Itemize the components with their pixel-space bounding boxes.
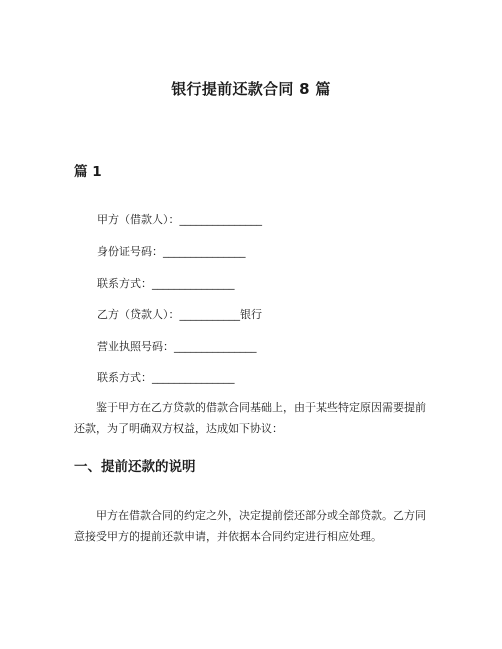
party-b-license-field: 营业执照号码：_______________ bbox=[97, 340, 257, 353]
party-b-contact-field: 联系方式：_______________ bbox=[97, 371, 235, 384]
intro-paragraph: 鉴于甲方在乙方贷款的借款合同基础上，由于某些特定原因需要提前还款，为了明确双方权益，达成如下协议： bbox=[74, 401, 426, 435]
party-a-field: 甲方（借款人）：_______________ bbox=[97, 213, 262, 226]
document-title: 银行提前还款合同 8 篇 bbox=[171, 80, 331, 98]
chapter-heading: 篇 1 bbox=[74, 164, 102, 180]
party-a-contact-field: 联系方式：_______________ bbox=[97, 277, 235, 290]
section-1-paragraph: 甲方在借款合同的约定之外，决定提前偿还部分或全部贷款。乙方同意接受甲方的提前还款申请，并依据本合同约定进行相应处理。 bbox=[74, 509, 426, 543]
party-b-field: 乙方（贷款人）：___________银行 bbox=[97, 308, 262, 321]
section-1-heading: 一、提前还款的说明 bbox=[74, 459, 196, 475]
party-a-id-field: 身份证号码：_______________ bbox=[97, 245, 246, 258]
